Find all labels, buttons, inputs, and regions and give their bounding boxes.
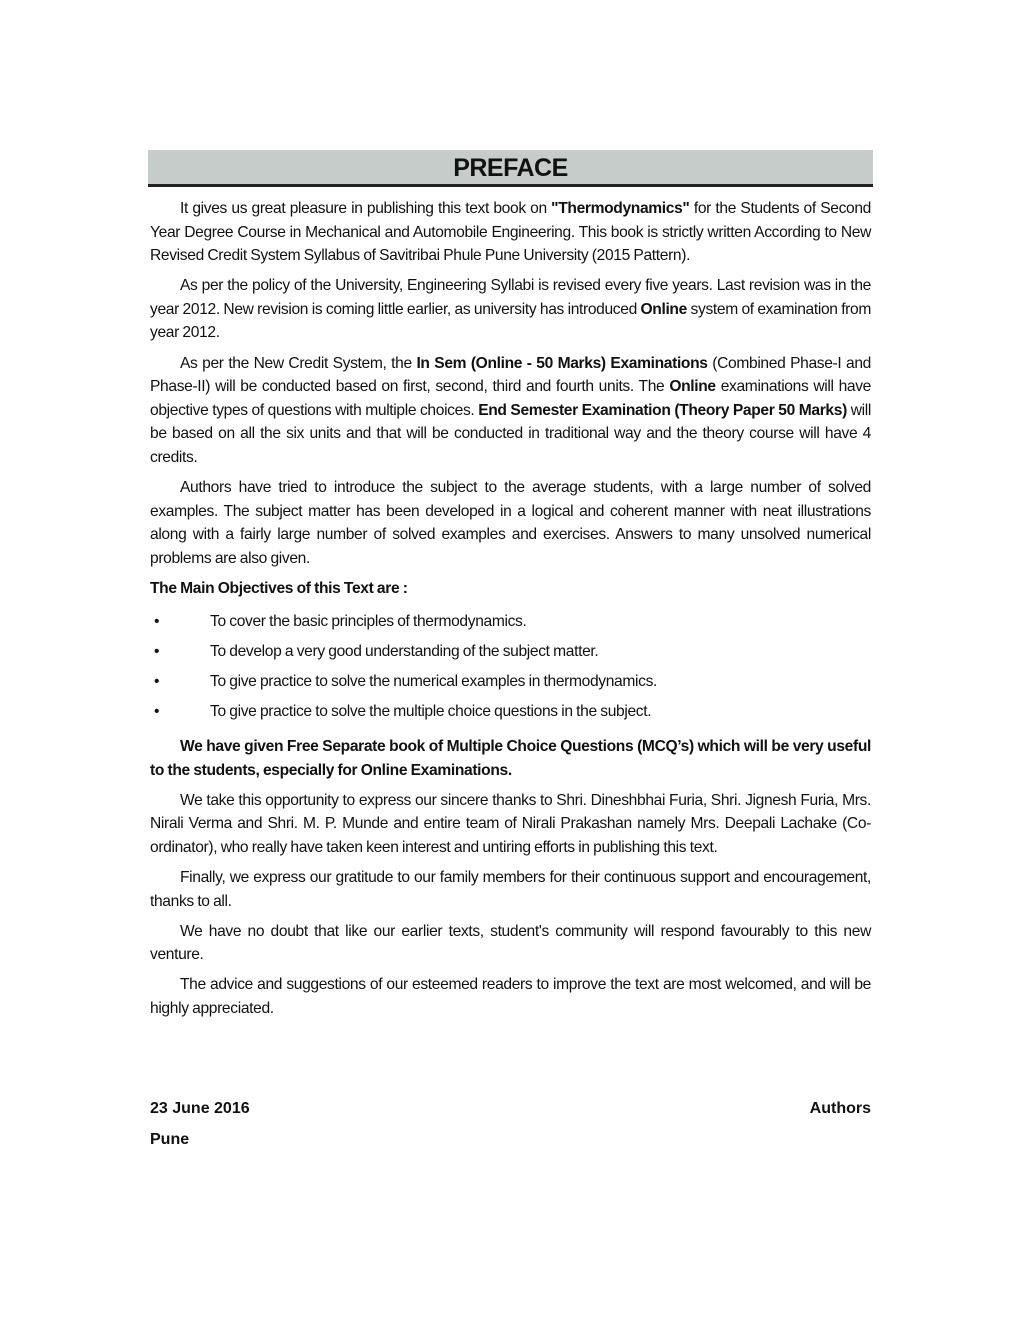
objectives-list — [150, 607, 871, 727]
text-segment: We take this opportunity to express our sincere thanks to Shri. Dineshbhai Furia, Shri. Jignesh Furia, Mrs. Nirali Verma and Shri. M. P. Munde and entire team of Nirali Prakashan namely Mrs. Deepali Lachake (Co-ordinator), who really have taken keen interest and untiring efforts in publishing this text. — [150, 791, 871, 856]
objectives-heading-text: The Main Objectives of this Text are : — [150, 579, 408, 597]
paragraph — [150, 476, 871, 570]
bullet-icon: • — [154, 613, 160, 630]
place-row — [150, 1131, 871, 1149]
paragraph — [150, 352, 871, 470]
objectives-heading — [150, 577, 871, 601]
page-title: PREFACE — [453, 154, 568, 182]
paragraph — [150, 197, 871, 268]
list-item-text: To develop a very good understanding of the subject matter. — [210, 643, 599, 660]
bold-text: End Semester Examination (Theory Paper 50 Marks) — [478, 401, 847, 419]
bold-text: Online — [669, 378, 716, 396]
preface-header-band — [148, 150, 873, 187]
list-item-text: To cover the basic principles of thermodynamics. — [210, 613, 527, 630]
text-segment: We have no doubt that like our earlier texts, student's community will respond favourably to this new venture. — [150, 922, 871, 964]
text-segment: (Combined Phase-I and Phase-II) will be conducted based on first, second, third and fourth units. The — [150, 354, 871, 396]
date: 23 June 2016 — [150, 1100, 250, 1117]
list-item-text: To give practice to solve the numerical examples in thermodynamics. — [210, 673, 658, 690]
bold-text: "Thermodynamics" — [551, 200, 690, 217]
bullet-icon: • — [154, 703, 160, 720]
text-segment: will be based on all the six units and that will be conducted in traditional way and the theory course will have 4 credits. — [150, 401, 871, 466]
text-segment: It gives us great pleasure in publishing this text book on — [180, 200, 552, 217]
signature: Authors — [809, 1100, 871, 1117]
text-segment: The advice and suggestions of our esteemed readers to improve the text are most welcomed, and will be highly appreciated. — [150, 976, 871, 1017]
list-item — [150, 637, 871, 667]
text-segment: Authors have tried to introduce the subject to the average students, with a large number of solved examples. The subject matter has been developed in a logical and coherent manner with neat illustrations along with a fairly large number of solved examples and exercises. Answers to many unsolved numerical problems are also given. — [150, 479, 871, 567]
paragraph — [150, 789, 871, 860]
bold-text: Online — [640, 300, 687, 318]
bold-text: We have given Free Separate book of Multiple Choice Questions (MCQ’s) which will be very useful to the students, especially for Online Examinations. — [150, 738, 871, 779]
text-segment: examinations will have objective types of questions with multiple choices. — [150, 378, 871, 419]
place: Pune — [150, 1131, 190, 1148]
paragraph — [150, 735, 871, 782]
paragraphs-intro — [150, 197, 871, 570]
paragraph — [150, 866, 871, 913]
bold-text: In Sem (Online - 50 Marks) Examinations — [416, 354, 708, 372]
paragraph — [150, 274, 871, 345]
paragraph — [150, 920, 871, 967]
bullet-icon: • — [154, 673, 160, 690]
text-segment: As per the policy of the University, Engineering Syllabi is revised every five years. Last revision was in the year 2012. New revision is coming little earlier, as university has introduced — [150, 277, 871, 318]
bullet-icon: • — [154, 643, 160, 660]
text-segment: for the Students of Second Year Degree Course in Mechanical and Automobile Engineering. This book is strictly written According to New Revised Credit System Syllabus of Savitribai Phule Pune University (2015 Pattern). — [150, 200, 871, 265]
list-item-text: To give practice to solve the multiple choice questions in the subject. — [210, 703, 652, 720]
text-segment: As per the New Credit System, the — [180, 354, 417, 372]
text-segment: system of examination from year 2012. — [150, 300, 871, 342]
preface-body — [150, 197, 871, 1027]
text-segment: Finally, we express our gratitude to our family members for their continuous support and encouragement, thanks to all. — [150, 868, 871, 910]
paragraphs-closing — [150, 735, 871, 1021]
list-item — [150, 697, 871, 727]
signature-row — [150, 1100, 871, 1118]
list-item — [150, 667, 871, 697]
list-item — [150, 607, 871, 637]
paragraph — [150, 973, 871, 1020]
